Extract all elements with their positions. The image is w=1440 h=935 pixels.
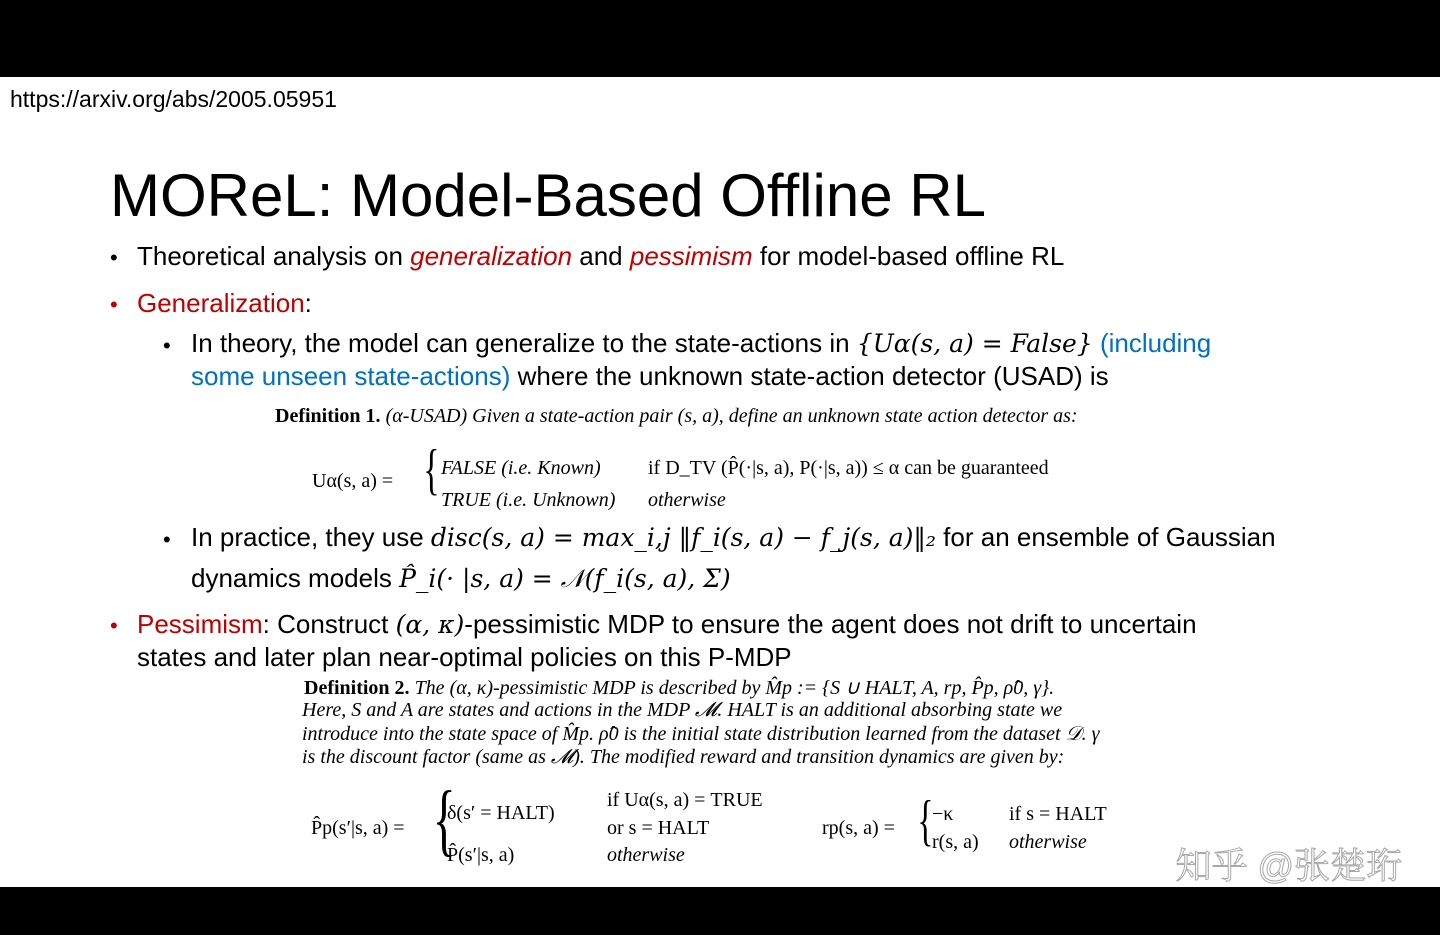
slide: https://arxiv.org/abs/2005.05951 MOReL: Model-Based Offline RL • Theoretical analysis on generalization and pessimism for model-based offline RL • Generalization: • In theory, the model can generalize to the state-actions in {Uα(s, a) = False} (including some unseen state-actions) where the unknown state-action detector (USAD) is Definition 1. (α-USAD) Given a state-action pair (s, a), define an unknown state action detector as: Uα(s, a) = { FALSE (i.e. Known) if D_TV (P̂(·|s, a), P(·|s, a)) ≤ α can be guaranteed TRUE (i.e. Unknown) otherwise • In practice, they use disc(s, a) = max_i,j ‖f_i(s, a) − f_j(s, a)‖₂ for an ensemble of Gaussian dynamics models P̂_i(· |s, a) = 𝒩(f_i(s, a), Σ) • Pessimism: Construct (α, κ)-pessimistic MDP to ensure the agent does not drift to uncertain states and later plan near-optimal policies on this P-MDP Definition 2. The (α, κ)-pessimistic MDP is described by M̂p := {S ∪ HALT, A, rp, P̂p, ρ̂0, γ}. Here, S and A are states and actions in the MDP 𝓜. HALT is an additional absorbing state we introduce into the state space of M̂p. ρ̂0 is the initial state distribution learned from the dataset 𝒟. γ is the discount factor (same as 𝓜). The modified reward and transition dynamics are given by: P̂p(s′|s, a) = { δ(s′ = HALT) if Uα(s, a) = TRUE or s = HALT P̂(s′|s, a) otherwise rp(s, a) = { −κ if s = HALT r(s, a) otherwise 知乎 @张楚珩 xyxy=(0,77,1440,887)
brace: { xyxy=(917,790,934,852)
brace: { xyxy=(432,776,456,864)
brace: { xyxy=(423,439,440,501)
bullet-overview: Theoretical analysis on generalization and pessimism for model-based offline RL xyxy=(137,241,1065,271)
bullet-generalization: Generalization: xyxy=(137,288,312,318)
bullet-icon: • xyxy=(163,333,171,358)
bullet-pessimism: Pessimism: Construct (α, κ)-pessimistic MDP to ensure the agent does not drift to uncertain xyxy=(137,609,1197,639)
source-url: https://arxiv.org/abs/2005.05951 xyxy=(10,86,337,112)
bullet-practice: In practice, they use disc(s, a) = max_i,j ‖f_i(s, a) − f_j(s, a)‖₂ for an ensemble of Gaussian xyxy=(191,522,1276,552)
definition-2: Definition 2. The (α, κ)-pessimistic MDP is described by M̂p := {S ∪ HALT, A, rp, P̂p, ρ̂0, γ}. xyxy=(304,677,1055,699)
bullet-icon: • xyxy=(110,245,118,270)
bullet-icon: • xyxy=(163,527,171,552)
definition-1: Definition 1. (α-USAD) Given a state-action pair (s, a), define an unknown state action detector as: xyxy=(275,405,1078,427)
bullet-icon: • xyxy=(110,292,118,317)
bullet-theory: In theory, the model can generalize to the state-actions in {Uα(s, a) = False} (including xyxy=(191,328,1212,358)
watermark: 知乎 @张楚珩 xyxy=(1175,845,1402,886)
slide-title: MOReL: Model-Based Offline RL xyxy=(110,162,986,229)
bullet-icon: • xyxy=(110,613,118,638)
